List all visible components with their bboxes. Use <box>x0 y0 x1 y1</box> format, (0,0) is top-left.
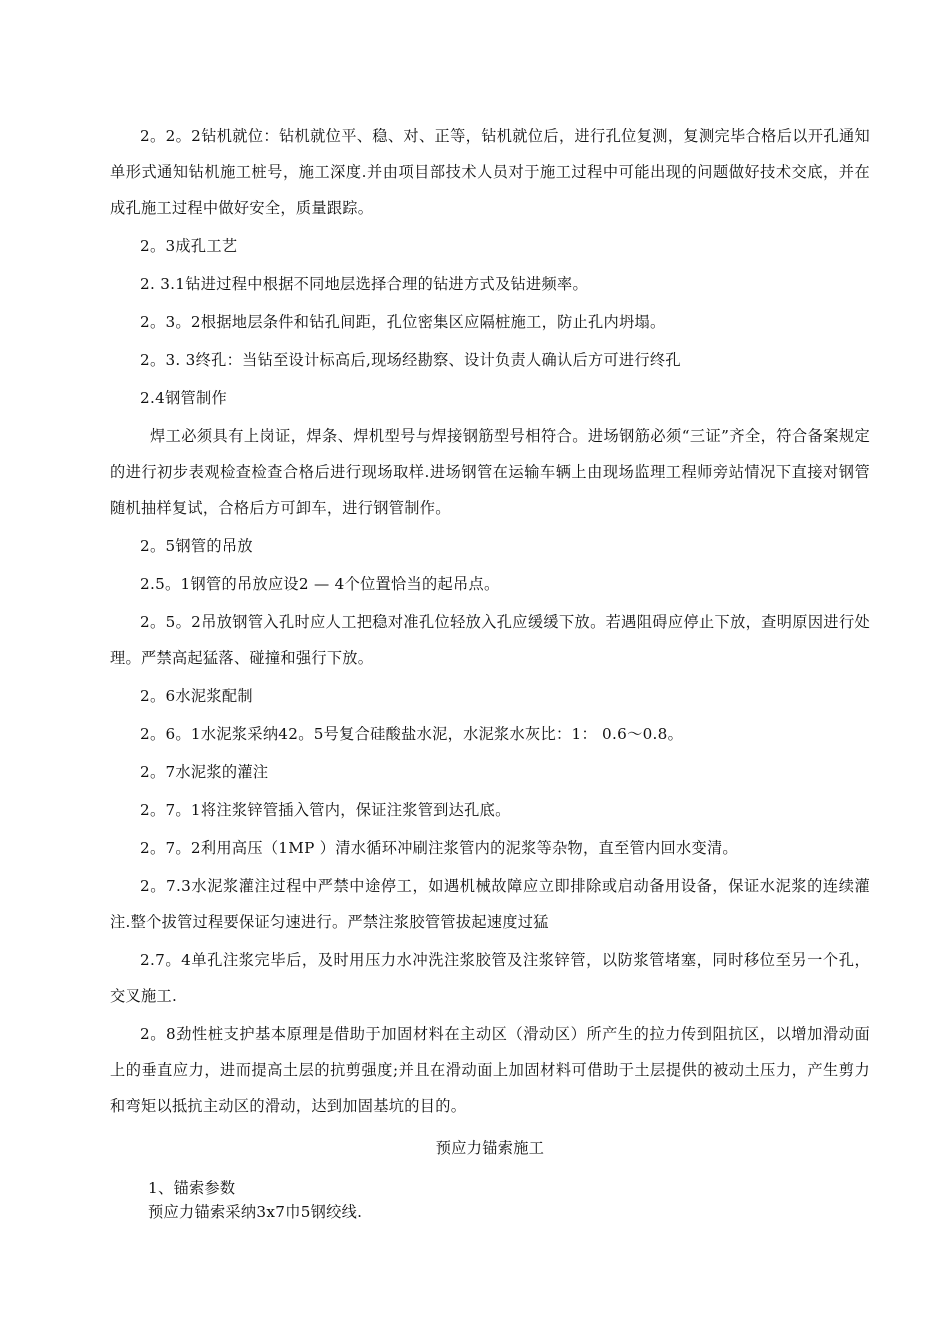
heading-2-5: 2。5钢管的吊放 <box>140 537 253 555</box>
paragraph-2-3-3: 2。3. 3终孔：当钻至设计标高后,现场经勘察、设计负责人确认后方可进行终孔 <box>140 351 681 369</box>
heading-2-6: 2。6水泥浆配制 <box>140 687 253 705</box>
paragraph-2-7-3: 2。7.3水泥浆灌注过程中严禁中途停工，如遇机械故障应立即排除或启动备用设备，保证水泥浆的连续灌注.整个拔管过程要保证匀速进行。严禁注浆胶管管拔起速度过猛 <box>110 877 870 931</box>
paragraph-2-3-2: 2。3。2根据地层条件和钻孔间距，孔位密集区应隔桩施工，防止孔内坍塌。 <box>140 313 666 331</box>
paragraph-2-2-2: 2。2。2钻机就位：钻机就位平、稳、对、正等，钻机就位后，进行孔位复测，复测完毕合格后以开孔通知单形式通知钻机施工桩号，施工深度.并由项目部技术人员对于施工过程中可能出现的问题做好技术交底，并在成孔施工过程中做好安全，质量跟踪。 <box>110 127 870 217</box>
document-body <box>110 118 870 1224</box>
heading-2-3: 2。3成孔工艺 <box>140 237 238 255</box>
section-title: 预应力锚索施工 <box>435 1139 545 1157</box>
paragraph-welding: 焊工必须具有上岗证，焊条、焊机型号与焊接钢筋型号相符合。进场钢筋必须“三证”齐全，符合备案规定的进行初步表观检查检查合格后进行现场取样.进场钢管在运输车辆上由现场监理工程师旁站情况下直接对钢管随机抽样复试，合格后方可卸车，进行钢管制作。 <box>110 427 870 517</box>
paragraph-2-7-2: 2。7。2利用高压（1MP ）清水循环冲刷注浆管内的泥浆等杂物，直至管内回水变清。 <box>140 839 738 857</box>
paragraph-2-3-1: 2. 3.1钻进过程中根据不同地层选择合理的钻进方式及钻进频率。 <box>140 275 588 293</box>
paragraph-2-7-4: 2.7。4单孔注浆完毕后，及时用压力水冲洗注浆胶管及注浆锌管，以防浆管堵塞，同时移位至另一个孔，交叉施工. <box>110 951 870 1005</box>
paragraph-2-5-1: 2.5。1钢管的吊放应设2 — 4个位置恰当的起吊点。 <box>140 575 500 593</box>
paragraph-2-8: 2。8劲性桩支护基本原理是借助于加固材料在主动区（滑动区）所产生的拉力传到阻抗区，以增加滑动面上的垂直应力，进而提高土层的抗剪强度;并且在滑动面上加固材料可借助于土层提供的被动土压力，产生剪力和弯矩以抵抗主动区的滑动，达到加固基坑的目的。 <box>110 1025 870 1115</box>
subsection-heading: 1、锚索参数 <box>148 1179 236 1197</box>
paragraph-2-7-1: 2。7。1将注浆锌管插入管内，保证注浆管到达孔底。 <box>140 801 511 819</box>
paragraph-2-6-1: 2。6。1水泥浆采纳42。5号复合硅酸盐水泥，水泥浆水灰比：1： 0.6〜0.8。 <box>140 725 684 743</box>
subsection-body: 预应力锚索采纳3x7巾5钢绞线. <box>148 1203 363 1221</box>
paragraph-2-5-2: 2。5。2吊放钢管入孔时应人工把稳对准孔位轻放入孔应缓缓下放。若遇阻碍应停止下放，查明原因进行处理。严禁高起猛落、碰撞和强行下放。 <box>110 613 870 667</box>
heading-2-7: 2。7水泥浆的灌注 <box>140 763 269 781</box>
heading-2-4: 2.4钢管制作 <box>140 389 228 407</box>
